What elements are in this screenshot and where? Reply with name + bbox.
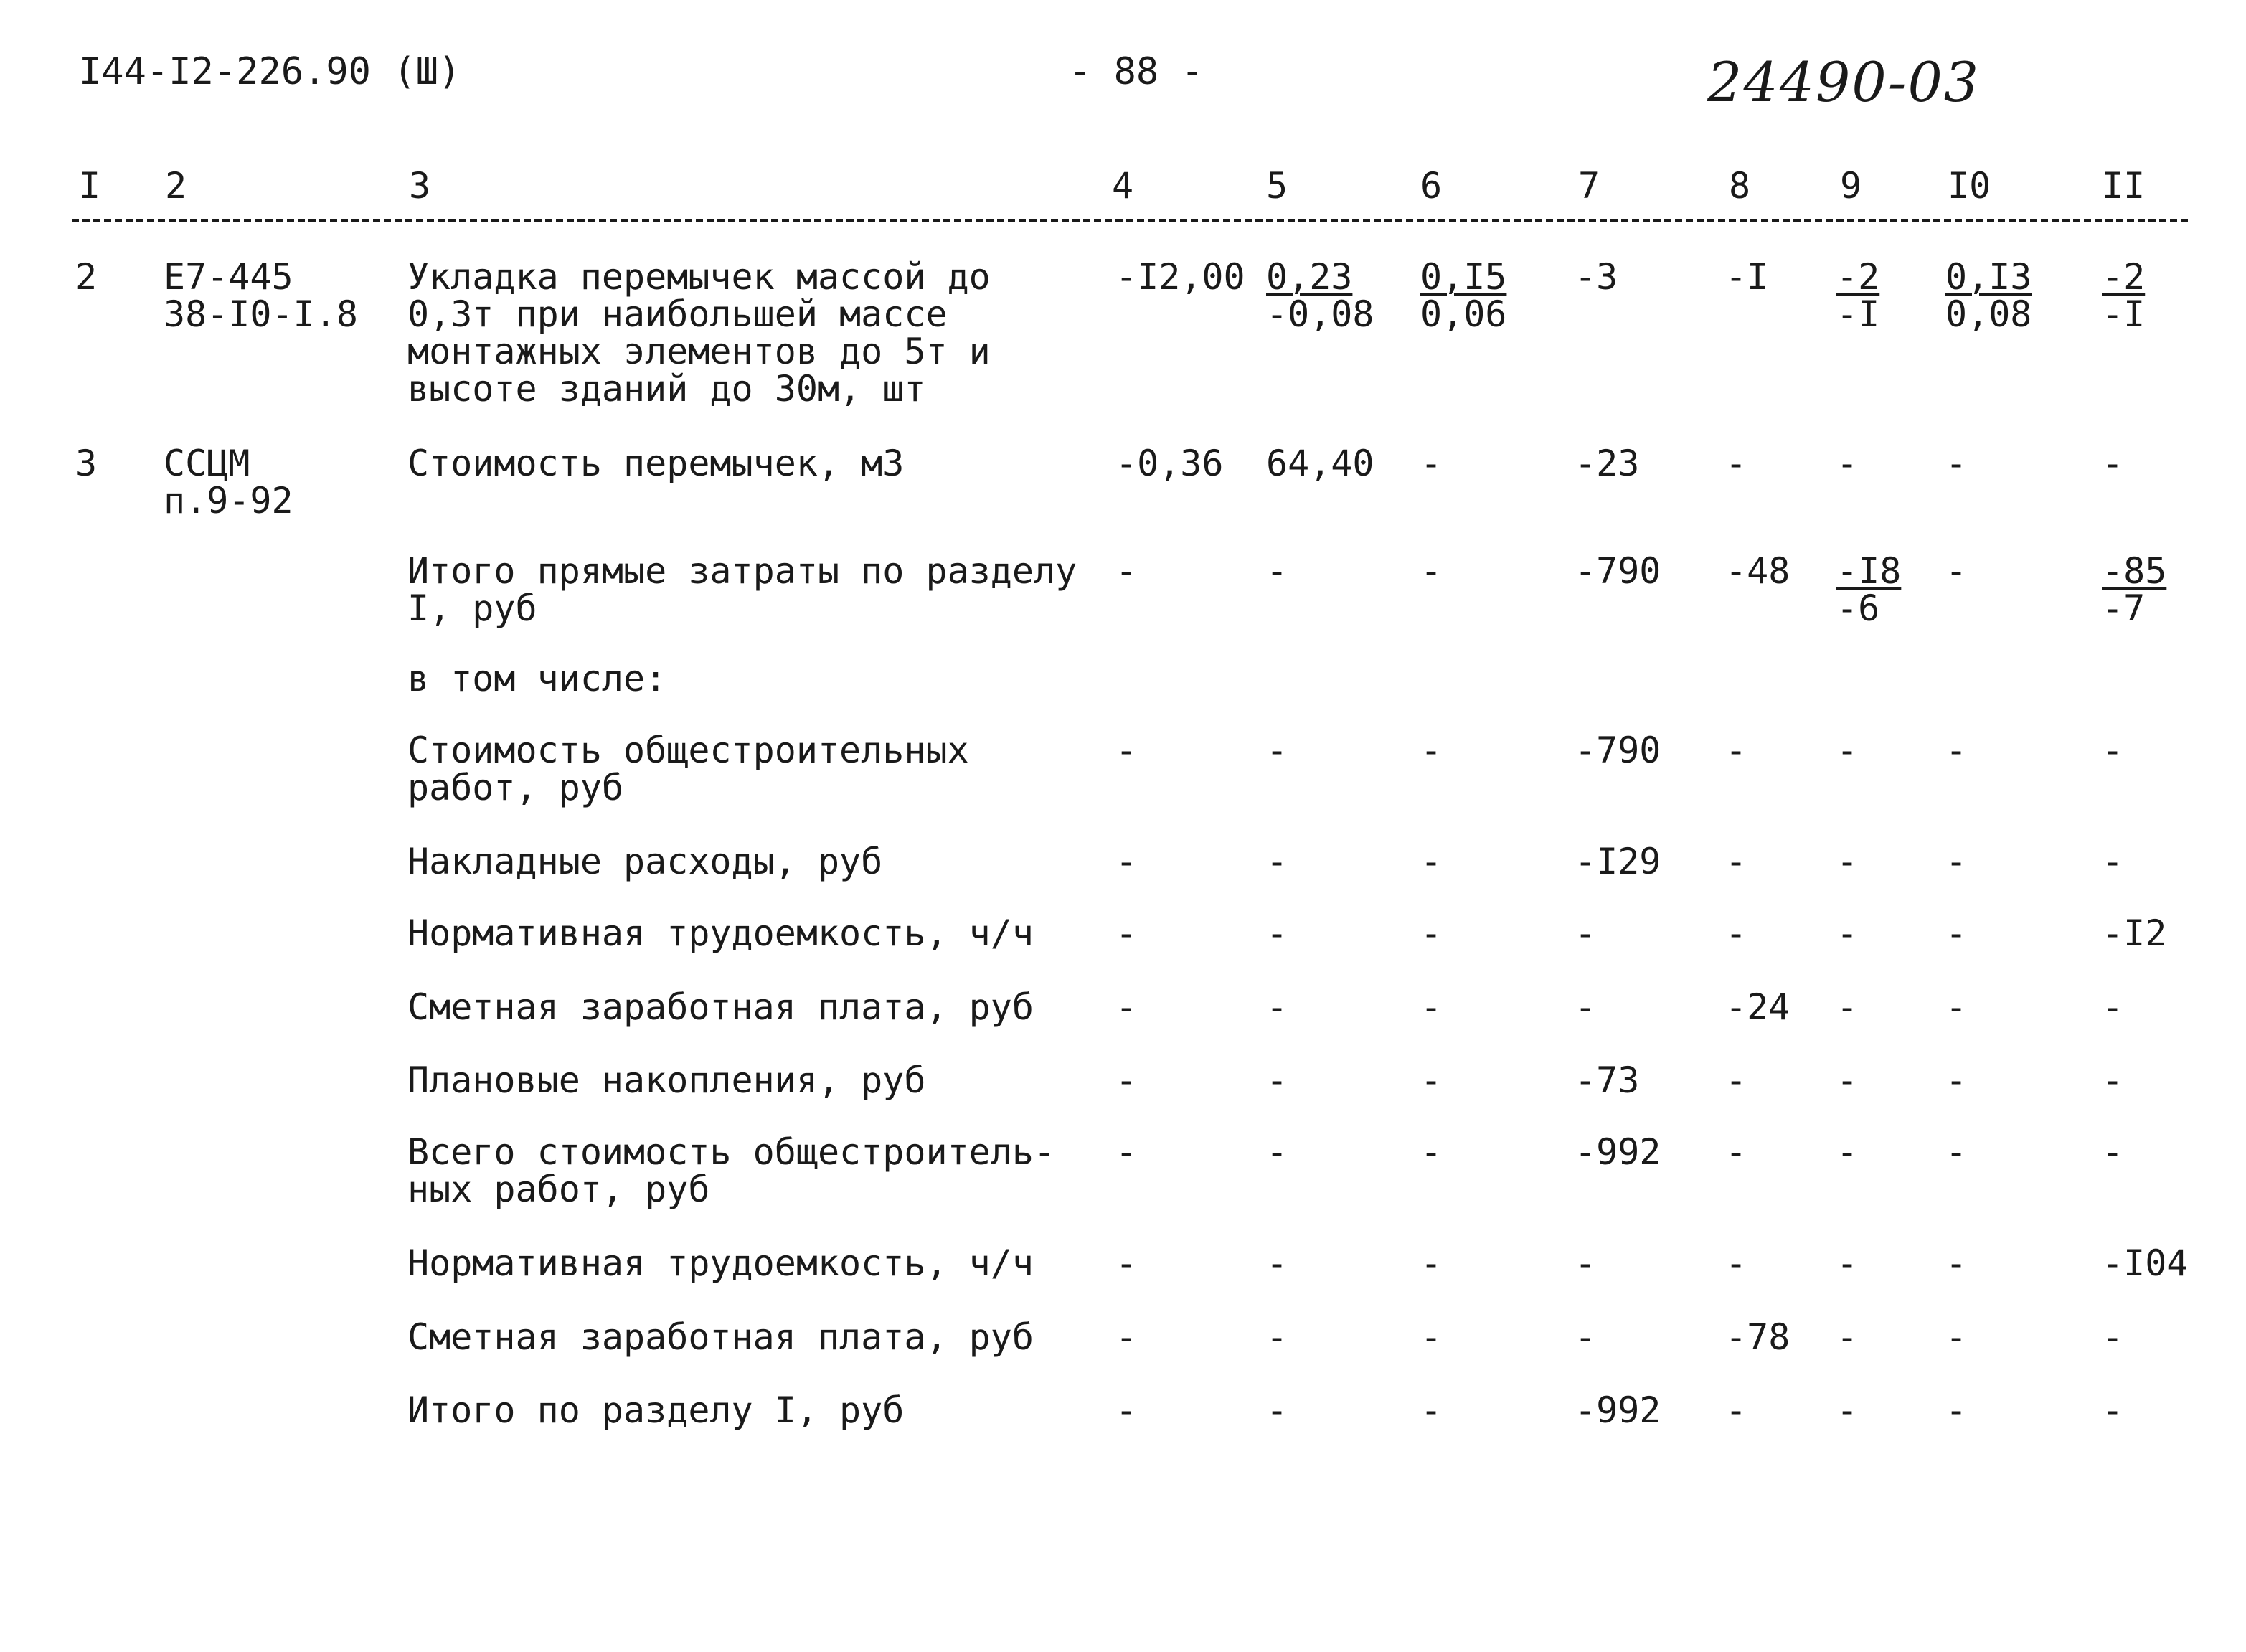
value-line-top: -I8 xyxy=(1836,550,1902,592)
unit-labor-cell: - xyxy=(1945,1316,1968,1358)
unit-wage-cell: - xyxy=(1420,986,1443,1028)
total-wage-cell: -48 xyxy=(1725,550,1790,592)
unit-cost-cell: - xyxy=(1266,1316,1288,1358)
total-cost-cell: -3 xyxy=(1575,256,1618,298)
column-number: 8 xyxy=(1729,165,1751,207)
item-description: Нормативная трудоемкость, ч/ч xyxy=(407,1242,1034,1284)
total-labor-cell: - xyxy=(2102,841,2124,882)
item-description: Стоимость перемычек, м3 xyxy=(407,443,905,484)
column-number: I0 xyxy=(1948,165,1991,207)
quantity-cell: - xyxy=(1115,1059,1138,1101)
quantity-cell: -0,36 xyxy=(1115,443,1224,484)
unit-cost-cell: - xyxy=(1266,912,1288,954)
machine-cost-cell: - xyxy=(1836,841,1859,882)
value-line-bottom: -6 xyxy=(1836,587,1880,629)
total-cost-cell: - xyxy=(1575,1242,1597,1284)
column-number: I xyxy=(79,165,101,207)
value-line-top: -2 xyxy=(1836,256,1880,298)
unit-wage-cell: - xyxy=(1420,1389,1443,1431)
item-description: Плановые накопления, руб xyxy=(407,1059,926,1101)
column-number-header xyxy=(72,161,2188,222)
row-number: 3 xyxy=(75,443,98,484)
value-line-bottom: -I xyxy=(2102,293,2146,335)
total-cost-cell: -790 xyxy=(1575,730,1661,771)
value-line-bottom: 38-I0-I.8 xyxy=(164,293,358,335)
total-wage-cell: - xyxy=(1725,1059,1747,1101)
column-number: 5 xyxy=(1266,165,1288,207)
total-labor-cell: -I2 xyxy=(2102,912,2167,954)
unit-cost-cell: - xyxy=(1266,1131,1288,1173)
total-labor-cell: - xyxy=(2102,986,2124,1028)
unit-cost-cell: - xyxy=(1266,550,1288,592)
item-description: Итого прямые затраты по разделу I, руб xyxy=(407,550,1077,629)
unit-wage-cell: - xyxy=(1420,1059,1443,1101)
total-wage-cell: - xyxy=(1725,841,1747,882)
machine-cost-cell: - xyxy=(1836,1059,1859,1101)
item-description: Сметная заработная плата, руб xyxy=(407,1316,1034,1358)
item-description: Накладные расходы, руб xyxy=(407,841,883,882)
quantity-cell: - xyxy=(1115,841,1138,882)
unit-cost-cell: 64,40 xyxy=(1266,443,1374,484)
total-labor-cell xyxy=(2102,258,2145,333)
column-number: 3 xyxy=(409,165,431,207)
unit-cost-cell: - xyxy=(1266,730,1288,771)
total-labor-cell: - xyxy=(2102,1131,2124,1173)
machine-cost-cell: - xyxy=(1836,986,1859,1028)
column-number: II xyxy=(2102,165,2146,207)
document-code: I44-I2-226.90 (Ш) xyxy=(79,50,461,93)
total-cost-cell: -992 xyxy=(1575,1131,1661,1173)
value-line-top: -85 xyxy=(2102,550,2167,592)
total-cost-cell: -I29 xyxy=(1575,841,1661,882)
value-line-top: Е7-445 xyxy=(164,256,293,298)
total-wage-cell: - xyxy=(1725,1242,1747,1284)
unit-cost-cell xyxy=(1266,258,1374,333)
unit-labor-cell: - xyxy=(1945,730,1968,771)
column-number: 6 xyxy=(1420,165,1443,207)
unit-wage-cell: - xyxy=(1420,841,1443,882)
unit-cost-cell: - xyxy=(1266,1242,1288,1284)
total-cost-cell: -23 xyxy=(1575,443,1640,484)
total-labor-cell: - xyxy=(2102,443,2124,484)
item-description: Всего стоимость общестроитель-ных работ, руб xyxy=(407,1131,1056,1210)
item-description: Укладка перемычек массой до 0,3т при наибольшей массе монтажных элементов до 5т и высоте зданий до 30м, шт xyxy=(407,256,991,410)
total-cost-cell: - xyxy=(1575,986,1597,1028)
unit-wage-cell: - xyxy=(1420,912,1443,954)
machine-cost-cell: - xyxy=(1836,1389,1859,1431)
quantity-cell: -I2,00 xyxy=(1115,256,1245,298)
value-line-top: 0,I5 xyxy=(1420,256,1507,298)
total-labor-cell: -I04 xyxy=(2102,1242,2189,1284)
value-line-bottom: 0,08 xyxy=(1945,293,2032,335)
value-line-top: 0,I3 xyxy=(1945,256,2032,298)
machine-cost-cell: - xyxy=(1836,1131,1859,1173)
quantity-cell: - xyxy=(1115,986,1138,1028)
unit-wage-cell: - xyxy=(1420,1242,1443,1284)
total-wage-cell: - xyxy=(1725,912,1747,954)
unit-labor-cell: - xyxy=(1945,443,1968,484)
unit-labor-cell: - xyxy=(1945,550,1968,592)
total-labor-cell: - xyxy=(2102,1316,2124,1358)
unit-cost-cell: - xyxy=(1266,841,1288,882)
norm-code xyxy=(164,445,293,519)
row-number: 2 xyxy=(75,256,98,298)
item-description: Нормативная трудоемкость, ч/ч xyxy=(407,912,1034,954)
total-wage-cell: -24 xyxy=(1725,986,1790,1028)
quantity-cell: - xyxy=(1115,1242,1138,1284)
value-line-top: ССЦМ xyxy=(164,443,250,484)
value-line-bottom: 0,06 xyxy=(1420,293,1507,335)
total-wage-cell: - xyxy=(1725,730,1747,771)
unit-labor-cell: - xyxy=(1945,912,1968,954)
machine-cost-cell: - xyxy=(1836,443,1859,484)
machine-cost-cell: - xyxy=(1836,1316,1859,1358)
value-line-bottom: -0,08 xyxy=(1266,293,1374,335)
quantity-cell: - xyxy=(1115,1316,1138,1358)
value-line-bottom: -I xyxy=(1836,293,1880,335)
machine-cost-cell: - xyxy=(1836,1242,1859,1284)
unit-labor-cell xyxy=(1945,258,2032,333)
item-description: Сметная заработная плата, руб xyxy=(407,986,1034,1028)
unit-labor-cell: - xyxy=(1945,1242,1968,1284)
total-cost-cell: -992 xyxy=(1575,1389,1661,1431)
total-cost-cell: -73 xyxy=(1575,1059,1640,1101)
unit-labor-cell: - xyxy=(1945,841,1968,882)
page-number: - 88 - xyxy=(1069,50,1204,93)
quantity-cell: - xyxy=(1115,1131,1138,1173)
total-cost-cell: -790 xyxy=(1575,550,1661,592)
value-line-bottom: -7 xyxy=(2102,587,2146,629)
unit-labor-cell: - xyxy=(1945,1131,1968,1173)
unit-wage-cell: - xyxy=(1420,730,1443,771)
column-number: 9 xyxy=(1840,165,1862,207)
item-description: Стоимость общестроительных работ, руб xyxy=(407,730,969,808)
item-description: Итого по разделу I, руб xyxy=(407,1389,905,1431)
total-wage-cell: -I xyxy=(1725,256,1769,298)
total-labor-cell: - xyxy=(2102,730,2124,771)
unit-wage-cell: - xyxy=(1420,1316,1443,1358)
total-labor-cell: - xyxy=(2102,1059,2124,1101)
value-line-bottom: п.9-92 xyxy=(164,480,293,521)
total-cost-cell: - xyxy=(1575,912,1597,954)
machine-cost-cell: - xyxy=(1836,730,1859,771)
total-wage-cell: - xyxy=(1725,1389,1747,1431)
value-line-top: 0,23 xyxy=(1266,256,1353,298)
total-wage-cell: -78 xyxy=(1725,1316,1790,1358)
total-labor-cell: - xyxy=(2102,1389,2124,1431)
quantity-cell: - xyxy=(1115,730,1138,771)
column-number: 7 xyxy=(1578,165,1600,207)
norm-code xyxy=(164,258,358,333)
machine-cost-cell: - xyxy=(1836,912,1859,954)
unit-wage-cell: - xyxy=(1420,550,1443,592)
total-cost-cell: - xyxy=(1575,1316,1597,1358)
column-number: 4 xyxy=(1112,165,1134,207)
quantity-cell: - xyxy=(1115,1389,1138,1431)
unit-wage-cell xyxy=(1420,258,1506,333)
quantity-cell: - xyxy=(1115,550,1138,592)
item-description: в том числе: xyxy=(407,658,667,699)
unit-cost-cell: - xyxy=(1266,1389,1288,1431)
quantity-cell: - xyxy=(1115,912,1138,954)
machine-cost-cell xyxy=(1836,258,1879,333)
unit-labor-cell: - xyxy=(1945,1059,1968,1101)
total-labor-cell xyxy=(2102,552,2166,627)
machine-cost-cell xyxy=(1836,552,1901,627)
unit-labor-cell: - xyxy=(1945,986,1968,1028)
unit-wage-cell: - xyxy=(1420,1131,1443,1173)
unit-cost-cell: - xyxy=(1266,986,1288,1028)
value-line-top: -2 xyxy=(2102,256,2146,298)
total-wage-cell: - xyxy=(1725,443,1747,484)
total-wage-cell: - xyxy=(1725,1131,1747,1173)
handwritten-number: 24490-03 xyxy=(1707,50,1981,114)
unit-wage-cell: - xyxy=(1420,443,1443,484)
unit-cost-cell: - xyxy=(1266,1059,1288,1101)
unit-labor-cell: - xyxy=(1945,1389,1968,1431)
column-number: 2 xyxy=(165,165,187,207)
